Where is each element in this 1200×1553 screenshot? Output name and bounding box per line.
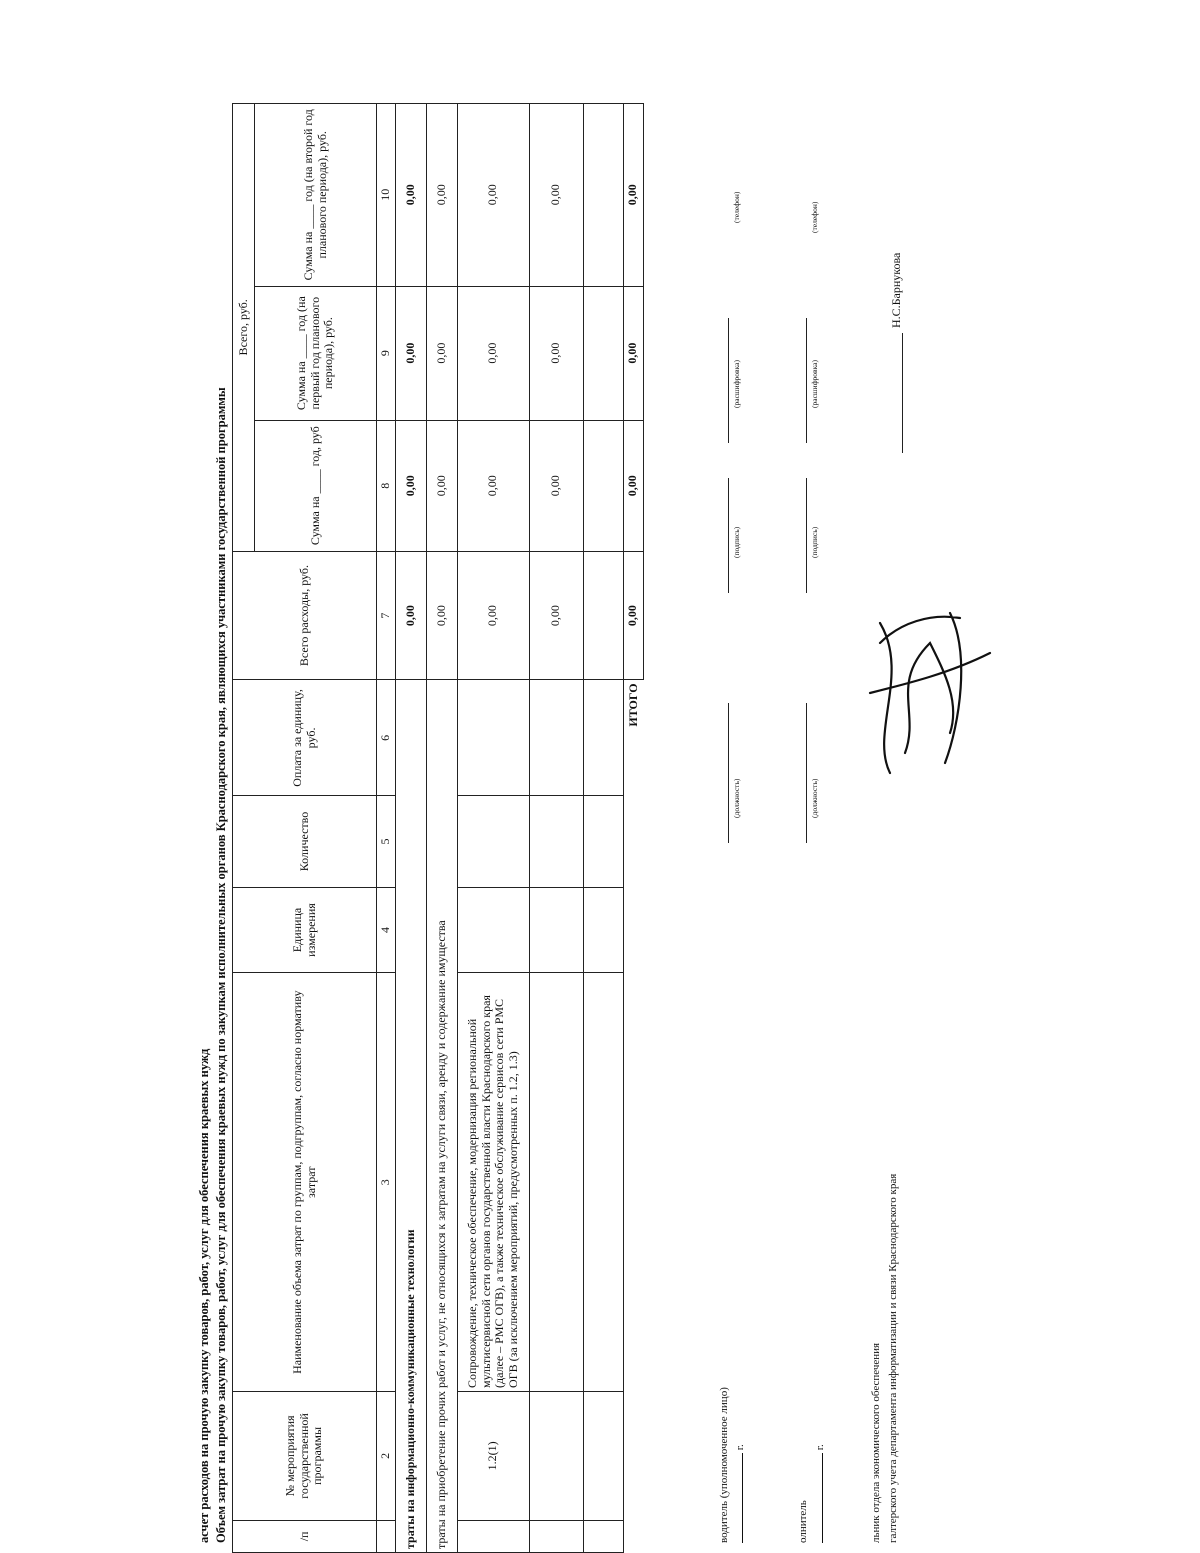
- total-plan1: 0,00: [623, 286, 643, 420]
- col-header-year-sum: Сумма на ____ год, руб: [255, 420, 377, 551]
- section-ict-year: 0,00: [395, 420, 426, 551]
- row1-unit: [457, 887, 529, 973]
- executor-year-suffix: г.: [814, 1444, 826, 1451]
- head-signature-line: [728, 478, 729, 593]
- executor-decoding-hint: (расшифровка): [810, 360, 819, 408]
- head-decoding-hint: (расшифровка): [732, 360, 741, 408]
- col-header-second-plan-year: Сумма на ____ год (на второй год планового периода), руб.: [255, 104, 377, 287]
- row2-unit-price: [529, 680, 583, 796]
- col-number-7: 7: [377, 551, 396, 680]
- col-number-10: 10: [377, 104, 396, 287]
- row1-unit-price: [457, 680, 529, 796]
- total-year: 0,00: [623, 420, 643, 551]
- col-header-index: /п: [233, 1520, 377, 1552]
- approver-name: Н.С.Барнукова: [889, 252, 903, 328]
- col-number-empty: [377, 1520, 396, 1552]
- col-header-group-total: Всего, руб.: [233, 104, 255, 552]
- col-header-name: Наименование объема затрат по группам, подгруппам, согласно нормативу затрат: [233, 973, 377, 1392]
- row3-quantity: [583, 796, 623, 887]
- expenses-table: [232, 103, 644, 1553]
- row3-unit-price: [583, 680, 623, 796]
- total-expenses: 0,00: [623, 551, 643, 680]
- col-number-2: 2: [377, 1392, 396, 1521]
- title-line-2: Объем затрат на прочую закупку товаров, работ, услуг для обеспечения краевых нужд по закупкам исполнительных органов Краснодарского края, являющихся участниками государственной программы: [214, 387, 228, 1543]
- col-header-measure-number: № мероприятия государственной программы: [233, 1392, 377, 1521]
- total-label: ИТОГО: [623, 680, 643, 1553]
- executor-position-hint: (должность): [810, 778, 819, 818]
- row2-measure-number: [529, 1392, 583, 1521]
- row3-plan1: [583, 286, 623, 420]
- section-ict-plan1: 0,00: [395, 286, 426, 420]
- executor-signature-line: [806, 478, 807, 593]
- row2-plan1: 0,00: [529, 286, 583, 420]
- row1-year: 0,00: [457, 420, 529, 551]
- row1-plan1: 0,00: [457, 286, 529, 420]
- head-label: водитель (уполномоченное лицо): [718, 1387, 730, 1543]
- head-position-hint: (должность): [732, 778, 741, 818]
- head-year-suffix: г.: [734, 1444, 746, 1451]
- col-number-4: 4: [377, 887, 396, 973]
- section-ict-title: траты на информационно-коммуникационные технологии: [395, 680, 426, 1553]
- row1-name: Сопровождение, техническое обеспечение, модернизация региональной мультисервисной сети органов государственной власти Краснодарского края (далее – РМС ОГВ), а также техническое обслуживание сервисов сети РМС ОГВ (за исключением мероприятий, предусмотренных п. 1.2, 1.3): [457, 973, 529, 1392]
- executor-position-line: [806, 703, 807, 843]
- row2-plan2: 0,00: [529, 104, 583, 287]
- section-other-title: траты на приобретение прочих работ и услуг, не относящихся к затратам на услуги связи, аренду и содержание имущества: [426, 680, 457, 1553]
- row2-year: 0,00: [529, 420, 583, 551]
- head-decoding-line: [728, 318, 729, 443]
- row2-unit: [529, 887, 583, 973]
- col-number-8: 8: [377, 420, 396, 551]
- executor-label: олнитель: [797, 1500, 809, 1543]
- head-position-line: [728, 703, 729, 843]
- row3-measure-number: [583, 1392, 623, 1521]
- row3-plan2: [583, 104, 623, 287]
- col-number-9: 9: [377, 286, 396, 420]
- col-header-quantity: Количество: [233, 796, 377, 887]
- section-other-plan2: 0,00: [426, 104, 457, 287]
- approver-title-line-2: галтерского учета департамента информатизации и связи Краснодарского края: [887, 1173, 899, 1543]
- row2-quantity: [529, 796, 583, 887]
- row3-unit: [583, 887, 623, 973]
- head-date-blank: [732, 1453, 743, 1543]
- row2-total: 0,00: [529, 551, 583, 680]
- section-other-plan1: 0,00: [426, 286, 457, 420]
- approver-signature-line: [902, 333, 903, 453]
- col-number-5: 5: [377, 796, 396, 887]
- col-number-3: 3: [377, 973, 396, 1392]
- row1-total: 0,00: [457, 551, 529, 680]
- section-other-year: 0,00: [426, 420, 457, 551]
- executor-signature-hint: (подпись): [810, 526, 819, 558]
- executor-date-blank: [812, 1453, 823, 1543]
- row3-index: [583, 1520, 623, 1552]
- row1-index: [457, 1520, 529, 1552]
- col-header-total-expenses: Всего расходы, руб.: [233, 551, 377, 680]
- head-date: [732, 1444, 746, 1543]
- executor-decoding-line: [806, 318, 807, 443]
- row3-name: [583, 973, 623, 1392]
- section-other-total: 0,00: [426, 551, 457, 680]
- head-signature-hint: (подпись): [732, 526, 741, 558]
- handwritten-signature: [850, 593, 1000, 793]
- section-ict-plan2: 0,00: [395, 104, 426, 287]
- row3-total: [583, 551, 623, 680]
- row2-name: [529, 973, 583, 1392]
- executor-phone-hint: (телефон): [810, 201, 819, 233]
- row2-index: [529, 1520, 583, 1552]
- executor-date: [812, 1444, 826, 1543]
- col-header-first-plan-year: Сумма на ____ год (на первый год планового периода), руб.: [255, 286, 377, 420]
- row3-year: [583, 420, 623, 551]
- title-line-1: асчет расходов на прочую закупку товаров, работ, услуг для обеспечения краевых нужд: [197, 1048, 211, 1543]
- total-plan2: 0,00: [623, 104, 643, 287]
- col-number-6: 6: [377, 680, 396, 796]
- section-ict-total: 0,00: [395, 551, 426, 680]
- approver-title-line-1: льник отдела экономического обеспечения: [870, 1342, 882, 1543]
- col-header-unit-price: Оплата за единицу, руб.: [233, 680, 377, 796]
- head-phone-hint: (телефон): [732, 191, 741, 223]
- row1-measure-number: 1.2(1): [457, 1392, 529, 1521]
- row1-quantity: [457, 796, 529, 887]
- col-header-unit: Единица измерения: [233, 887, 377, 973]
- row1-plan2: 0,00: [457, 104, 529, 287]
